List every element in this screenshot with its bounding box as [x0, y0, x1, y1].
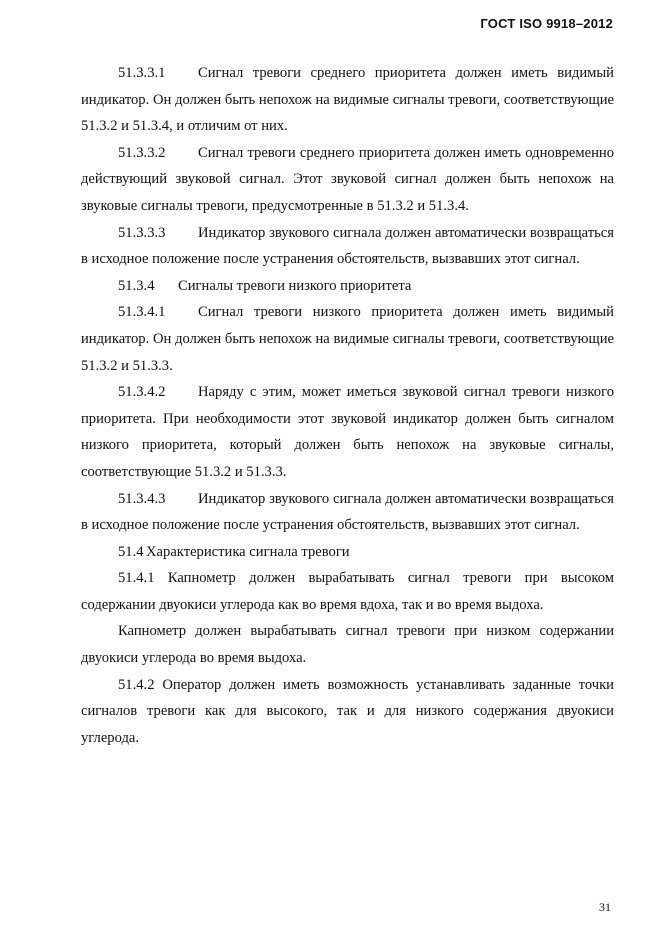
clause-text: Сигналы тревоги низкого приоритета	[178, 277, 412, 294]
clause-number: 51.4.2	[118, 676, 155, 693]
clause-text: Индикатор звукового сигнала должен автоматически возвращаться в исходное положение после устранения обстоятельств, вызвавших этот сигнал.	[81, 224, 614, 268]
clause-number: 51.3.4.3	[118, 490, 166, 507]
paragraph-low-co2-alarm	[81, 618, 614, 671]
clause-text: Капнометр должен вырабатывать сигнал тревоги при высоком содержании двуокиси углерода как во время вдоха, так и во время выдоха.	[81, 570, 614, 613]
clause-number: 51.4.1	[118, 570, 155, 587]
clause-number: 51.3.3.2	[118, 144, 166, 161]
document-header: ГОСТ ISO 9918–2012	[480, 16, 613, 31]
clause-number: 51.3.4.1	[118, 304, 166, 321]
clause-number: 51.3.3.1	[118, 65, 166, 81]
clause-text: Сигнал тревоги среднего приоритета должен иметь видимый индикатор. Он должен быть непохож на видимые сигналы тревоги, соответствующие 51.3.2 и 51.3.4, и отличим от них.	[81, 65, 614, 135]
page-number: 31	[599, 900, 611, 914]
clause-text: Индикатор звукового сигнала должен автоматически возвращаться в исходное положение после устранения обстоятельств, вызвавших этот сигнал.	[81, 490, 614, 534]
document-body	[81, 60, 614, 751]
section-heading-51-3-4	[81, 273, 614, 300]
clause-51-3-3-1	[81, 60, 614, 140]
clause-number: 51.3.3.3	[118, 224, 166, 241]
clause-text: Сигнал тревоги низкого приоритета должен иметь видимый индикатор. Он должен быть непохож на видимые сигналы тревоги, соответствующие 51.3.2 и 51.3.3.	[81, 304, 614, 374]
clause-51-3-4-3	[81, 486, 614, 539]
clause-text: Наряду с этим, может иметься звуковой сигнал тревоги низкого приоритета. При необходимости этот звуковой индикатор должен быть сигналом низкого приоритета, который должен быть непохож на звуковые сигналы, соответствующие 51.3.2 и 51.3.3.	[81, 384, 614, 480]
clause-text: Оператор должен иметь возможность устанавливать заданные точки сигналов тревоги как для высокого, так и для низкого содержания двуокиси углерода.	[81, 676, 614, 746]
clause-51-3-4-2	[81, 379, 614, 485]
clause-51-4-1	[81, 565, 614, 618]
clause-text: Капнометр должен вырабатывать сигнал тревоги при низком содержании двуокиси углерода во время выдоха.	[81, 623, 614, 667]
clause-number: 51.3.4	[118, 277, 155, 294]
clause-51-3-4-1	[81, 299, 614, 379]
clause-text: Характеристика сигнала тревоги	[146, 543, 350, 560]
clause-number: 51.3.4.2	[118, 384, 166, 401]
clause-text: Сигнал тревоги среднего приоритета должен иметь одновременно действующий звуковой сигнал. Этот звуковой сигнал должен быть непохож на звуковые сигналы тревоги, предусмотренные в 51.3.2 и 51.3.4.	[81, 144, 614, 214]
clause-51-3-3-3	[81, 220, 614, 273]
clause-51-3-3-2	[81, 140, 614, 220]
section-heading-51-4	[81, 539, 614, 566]
clause-51-4-2	[81, 672, 614, 752]
clause-number: 51.4	[118, 543, 144, 560]
